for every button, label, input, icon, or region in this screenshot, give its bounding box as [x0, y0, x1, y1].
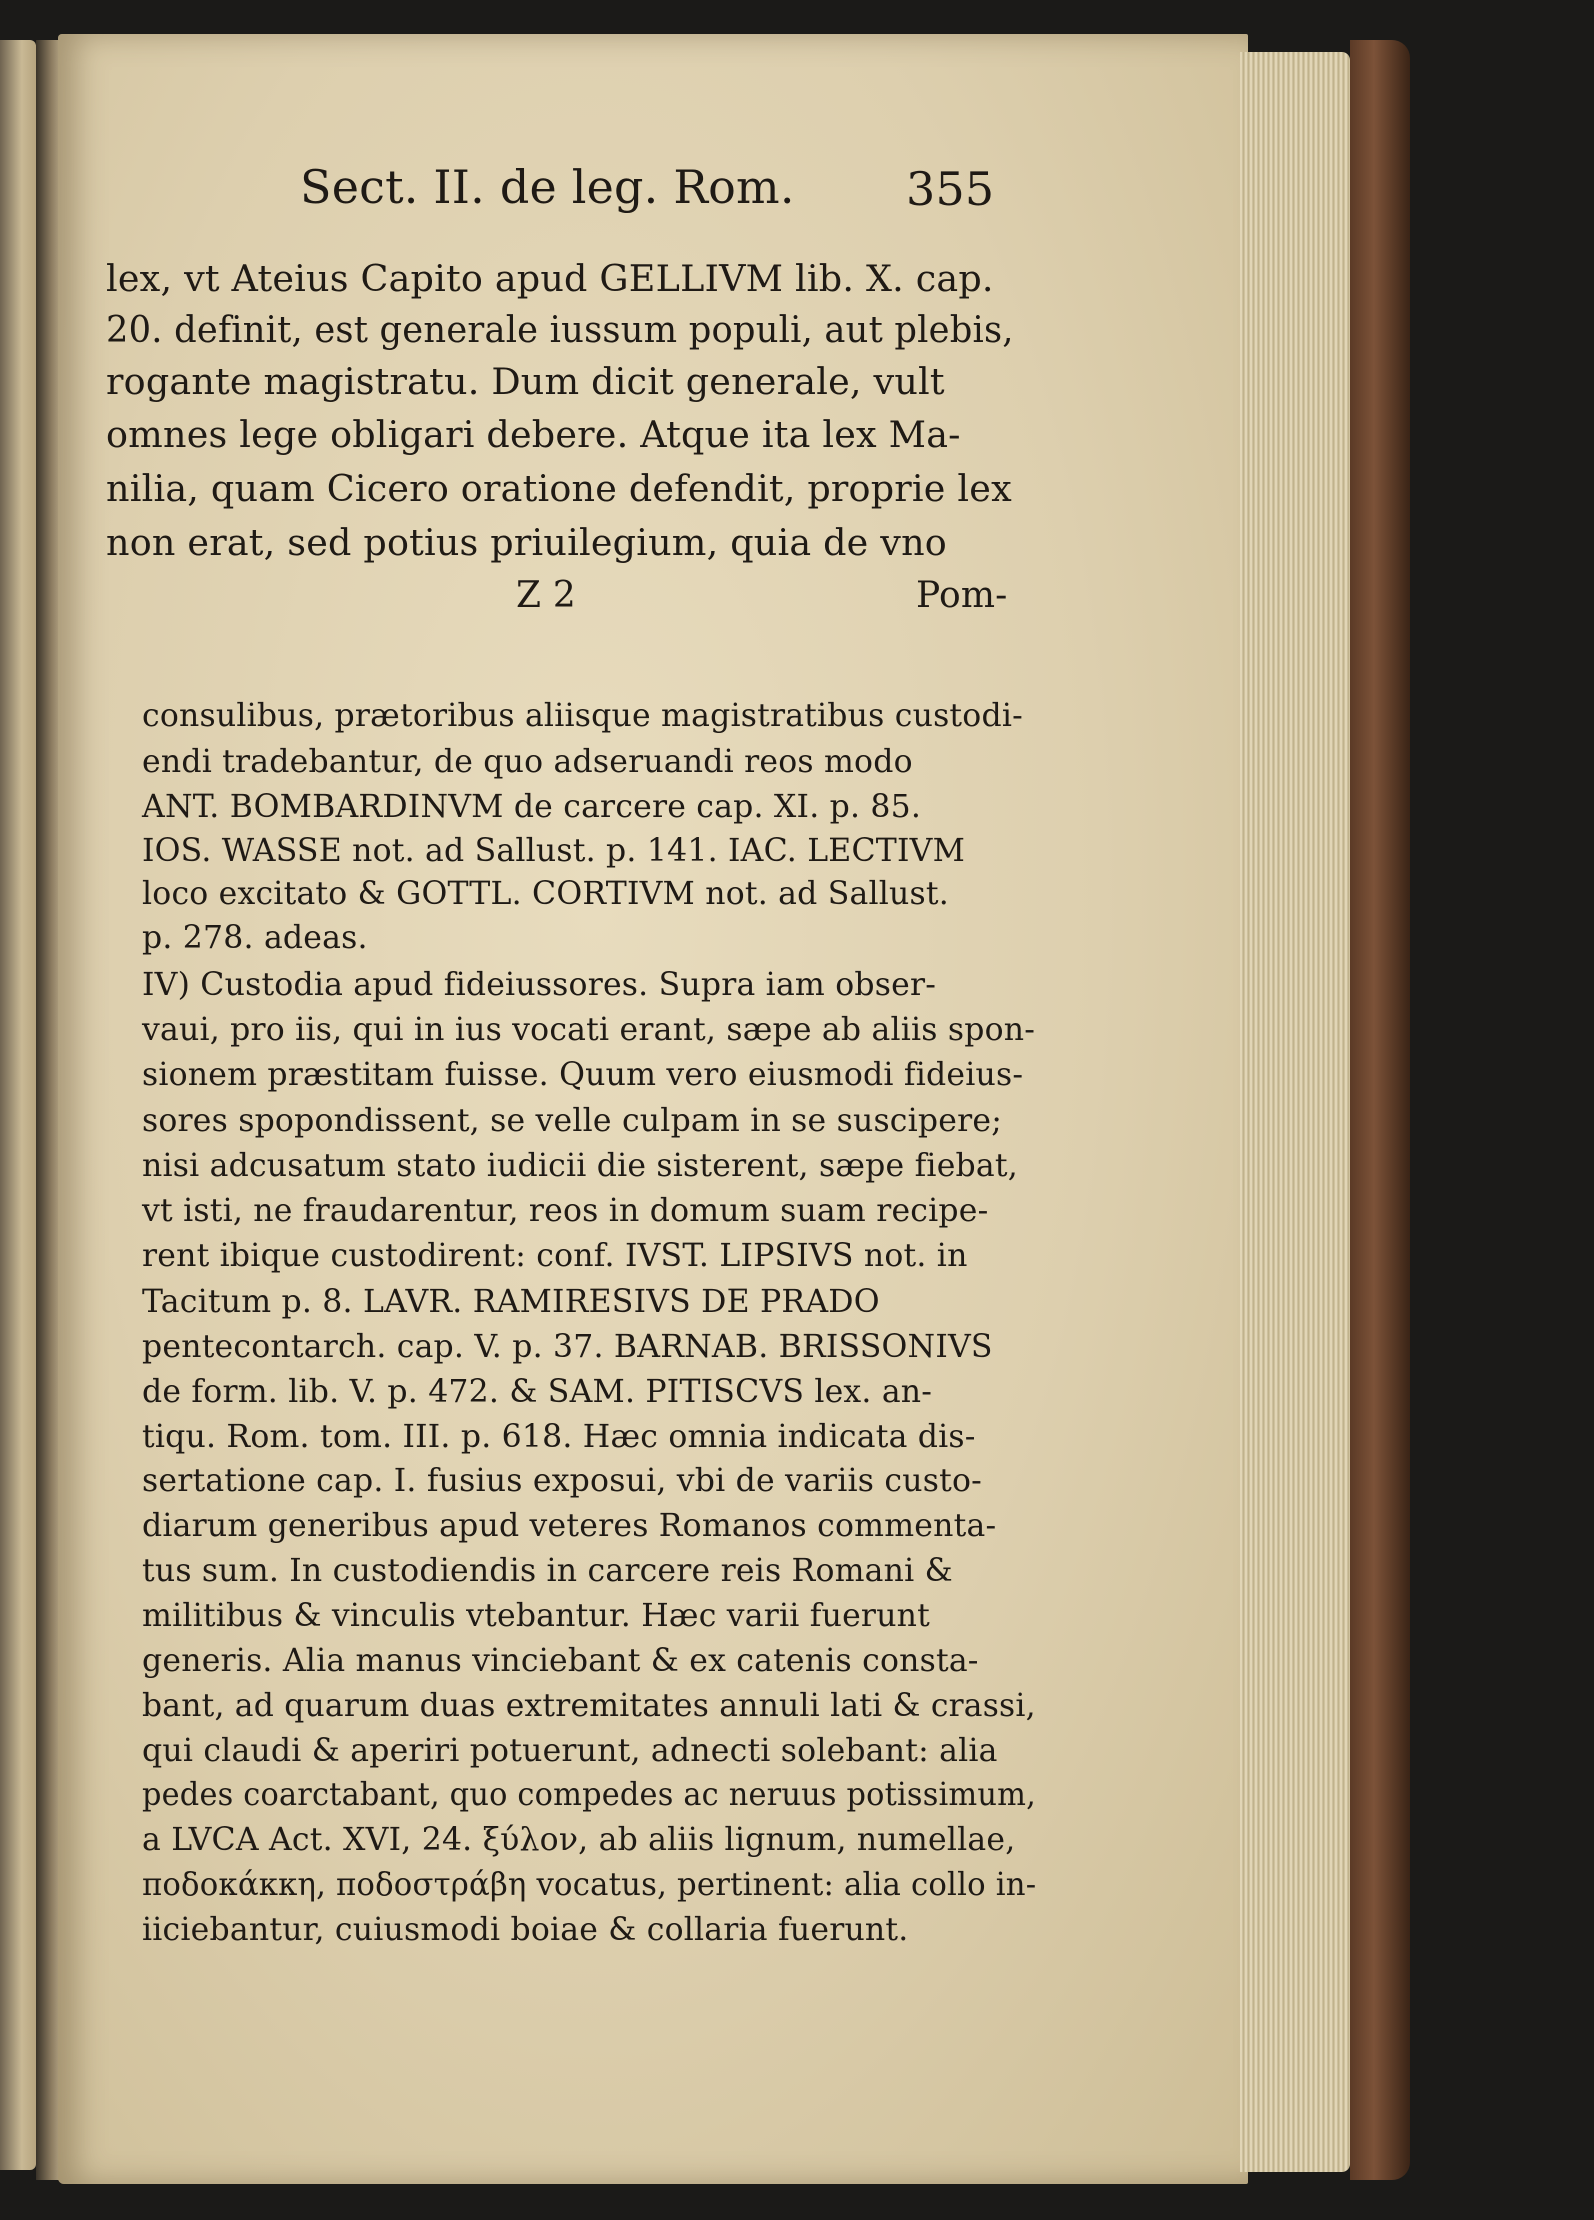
- lower-line: a LVCA Act. XVI, 24. ξύλον, ab aliis lignum, numellae,: [142, 1822, 1016, 1858]
- lower-line: consulibus, prætoribus aliisque magistratibus custodi-: [142, 698, 1023, 734]
- lower-line: IV) Custodia apud fideiussores. Supra iam obser-: [142, 967, 937, 1003]
- upper-line: omnes lege obligari debere. Atque ita lex Ma-: [106, 413, 961, 456]
- lower-line: militibus & vinculis vtebantur. Hæc varii fuerunt: [142, 1598, 931, 1634]
- upper-line: lex, vt Ateius Capito apud GELLIVM lib. X. cap.: [106, 257, 994, 300]
- lower-line: tus sum. In custodiendis in carcere reis Romani &: [142, 1553, 953, 1589]
- upper-line: non erat, sed potius priuilegium, quia de vno: [106, 521, 947, 564]
- lower-line: nisi adcusatum stato iudicii die sisterent, sæpe fiebat,: [142, 1148, 1018, 1184]
- lower-line: sertatione cap. I. fusius exposui, vbi de variis custo-: [142, 1463, 982, 1499]
- lower-line: pentecontarch. cap. V. p. 37. BARNAB. BRISSONIVS: [142, 1329, 993, 1365]
- upper-line: nilia, quam Cicero oratione defendit, proprie lex: [106, 467, 1012, 510]
- upper-line: rogante magistratu. Dum dicit generale, vult: [106, 360, 945, 403]
- running-head: Sect. II. de leg. Rom.: [300, 160, 795, 214]
- lower-line: bant, ad quarum duas extremitates annuli lati & crassi,: [142, 1688, 1036, 1724]
- catchword: Pom-: [916, 575, 1008, 616]
- lower-line: iiciebantur, cuiusmodi boiae & collaria fuerunt.: [142, 1912, 909, 1948]
- lower-line: rent ibique custodirent: conf. IVST. LIPSIVS not. in: [142, 1238, 968, 1274]
- lower-line: qui claudi & aperiri potuerunt, adnecti solebant: alia: [142, 1733, 998, 1769]
- lower-line: generis. Alia manus vinciebant & ex catenis consta-: [142, 1643, 979, 1679]
- lower-line: pedes coarctabant, quo compedes ac neruus potissimum,: [142, 1777, 1037, 1813]
- lower-line: endi tradebantur, de quo adseruandi reos modo: [142, 744, 913, 780]
- lower-line: sionem præstitam fuisse. Quum vero eiusmodi fideius-: [142, 1057, 1024, 1093]
- lower-line: sores spopondissent, se velle culpam in se suscipere;: [142, 1103, 1003, 1139]
- lower-line: Tacitum p. 8. LAVR. RAMIRESIVS DE PRADO: [142, 1284, 880, 1320]
- lower-line: tiqu. Rom. tom. III. p. 618. Hæc omnia indicata dis-: [142, 1419, 976, 1455]
- upper-line: 20. definit, est generale iussum populi, aut plebis,: [106, 308, 1014, 351]
- lower-line: de form. lib. V. p. 472. & SAM. PITISCVS lex. an-: [142, 1374, 933, 1410]
- lower-line: ποδοκάκκη, ποδοστράβη vocatus, pertinent: alia collo in-: [142, 1867, 1037, 1903]
- lower-line: p. 278. adeas.: [142, 920, 368, 956]
- signature-mark: Z 2: [516, 575, 576, 616]
- lower-line: diarum generibus apud veteres Romanos commenta-: [142, 1508, 997, 1544]
- lower-line: vt isti, ne fraudarentur, reos in domum suam recipe-: [142, 1193, 989, 1229]
- lower-line: IOS. WASSE not. ad Sallust. p. 141. IAC. LECTIVM: [142, 833, 966, 869]
- lower-line: loco excitato & GOTTL. CORTIVM not. ad Sallust.: [142, 876, 949, 912]
- lower-line: vaui, pro iis, qui in ius vocati erant, sæpe ab aliis spon-: [142, 1012, 1036, 1048]
- lower-line: ANT. BOMBARDINVM de carcere cap. XI. p. 85.: [142, 789, 922, 825]
- page-number: 355: [906, 162, 995, 216]
